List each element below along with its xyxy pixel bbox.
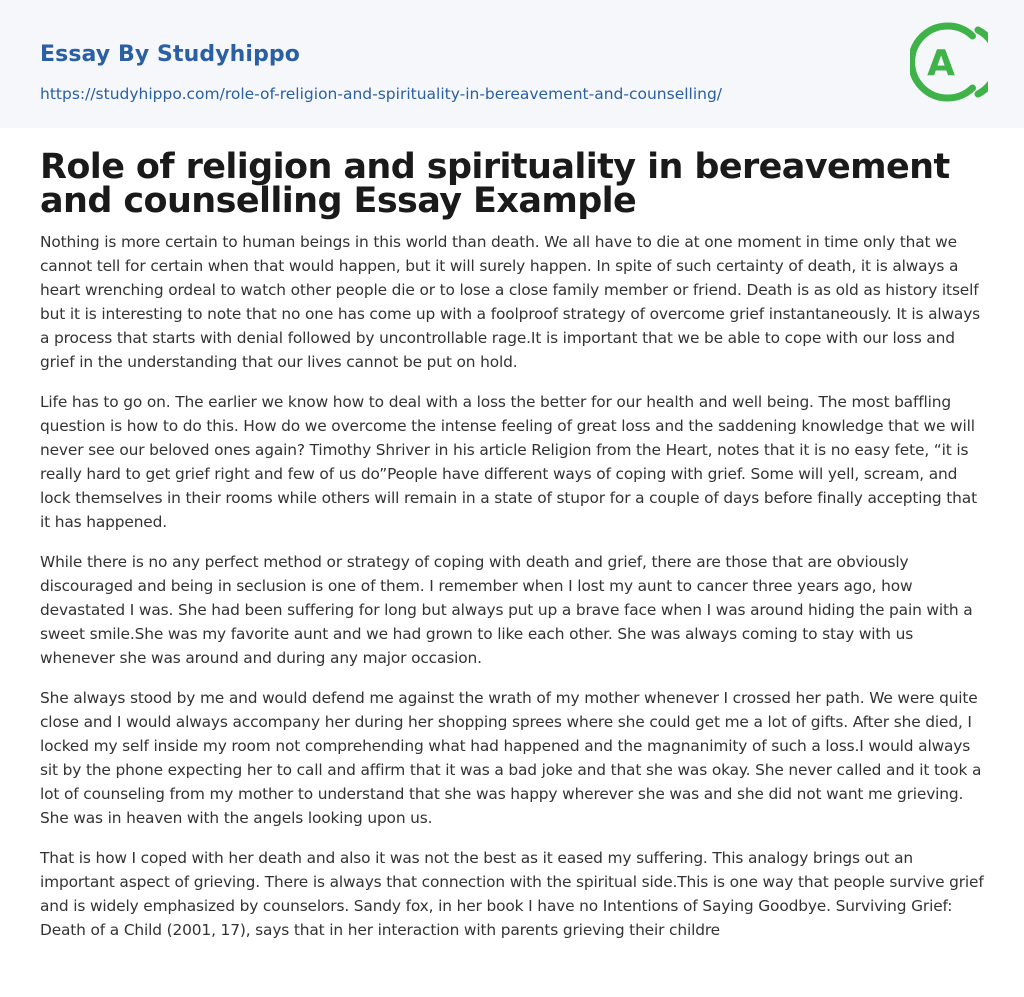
paragraph-2: Life has to go on. The earlier we know how to deal with a loss the better for our health and well being. The most baffling question is how to do this. How do we overcome the intense feeling of great loss and the saddening knowledge that we will never see our beloved ones again? Timothy Shriver in his article Religion from the Heart, notes that it is no easy fete, “it is really hard to get grief right and few of us do”People have different ways of coping with grief. Some will yell, scream, and lock themselves in their rooms while others will remain in a state of stupor for a couple of days before finally accepting that it has happened. [40,393,977,531]
page-url-link[interactable]: https://studyhippo.com/role-of-religion-and-spirituality-in-bereavement-and-counselling/ [40,85,723,103]
site-brand[interactable]: Essay By Studyhippo [40,42,300,67]
paragraph-3: While there is no any perfect method or strategy of coping with death and grief, there are those that are obviously discouraged and being in seclusion is one of them. I remember when I lost my aunt to cancer three years ago, how devastated I was. She had been suffering for long but always put up a brave face when I was around hiding the pain with a sweet smile.She was my favorite aunt and we had grown to like each other. She was always coming to stay with us whenever she was around and during any major occasion. [40,553,973,667]
article [40,147,984,958]
page-title: Role of religion and spirituality in bereavement and counselling Essay Example [40,147,950,221]
paragraph-1: Nothing is more certain to human beings in this world than death. We all have to die at one moment in time only that we cannot tell for certain when that would happen, but it will surely happen. In spite of such certainty of death, it is always a heart wrenching ordeal to watch other people die or to lose a close family member or friend. Death is as old as history itself but it is interesting to note that no one has come up with a foolproof strategy of overcome grief instantaneously. It is always a process that starts with denial followed by uncontrollable rage.It is important that we be able to cope with our loss and grief in the understanding that our lives cannot be put on hold. [40,233,981,371]
site-header [0,0,1024,128]
logo-letter: A [927,43,955,84]
paragraph-5: That is how I coped with her death and also it was not the best as it eased my suffering. This analogy brings out an important aspect of grieving. There is always that connection with the spiritual side.This is one way that people survive grief and is widely emphasized by counselors. Sandy fox, in her book I have no Intentions of Saying Goodbye. Surviving Grief: Death of a Child (2001, 17), says that in her interaction with parents grieving their childre [40,849,984,939]
paragraph-4: She always stood by me and would defend me against the wrath of my mother whenever I crossed her path. We were quite close and I would always accompany her during her shopping sprees where she could get me a lot of gifts. After she died, I locked my self inside my room not comprehending what had happened and the magnanimity of such a loss.I would always sit by the phone expecting her to call and affirm that it was a bad joke and that she was okay. She never called and it took a lot of counseling from my mother to understand that she was happy wherever she was and she did not want me grieving. She was in heaven with the angels looking upon us. [40,689,982,827]
studyhippo-logo-icon[interactable] [910,18,988,106]
